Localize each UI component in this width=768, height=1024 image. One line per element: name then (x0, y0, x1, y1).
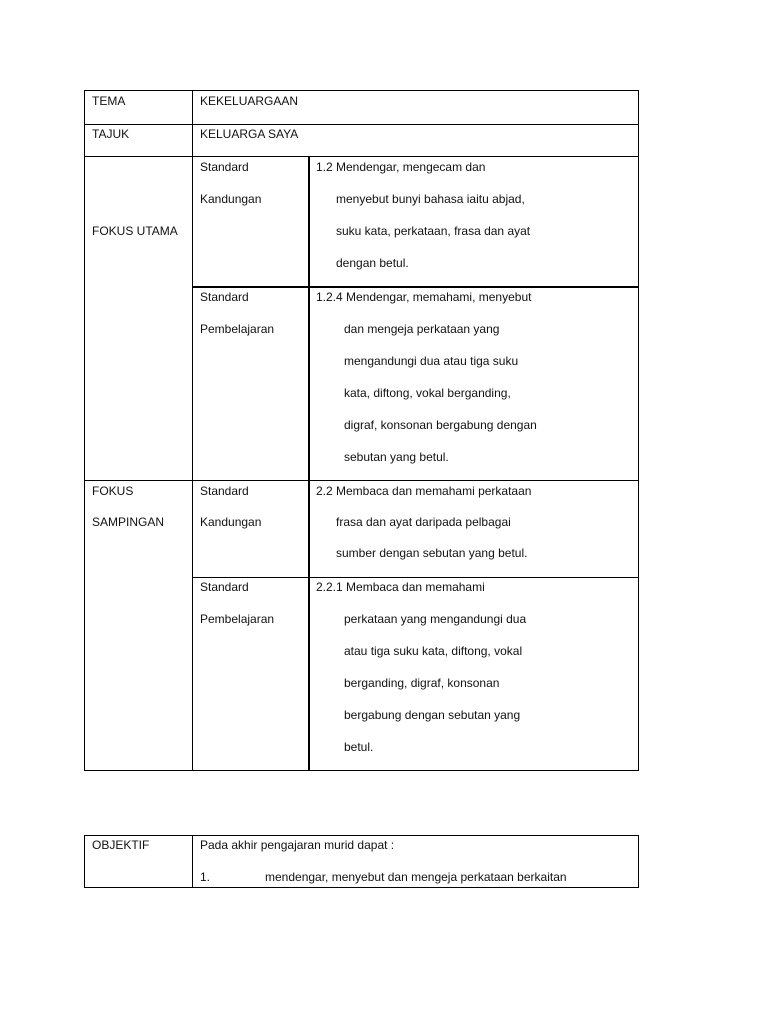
standard-pembelajaran-label: Pembelajaran (200, 612, 275, 626)
content-text: frasa dan ayat daripada pelbagai (336, 515, 511, 529)
table2-top-border (84, 835, 639, 836)
content-text: dengan betul. (336, 256, 409, 270)
content-text: sebutan yang betul. (344, 450, 449, 464)
content-text: 1.2.4 Mendengar, memahami, menyebut (316, 290, 532, 304)
standard-kandungan-label: Standard (200, 484, 249, 498)
content-text: 2.2 Membaca dan memahami perkataan (316, 484, 532, 498)
row-divider (192, 286, 639, 288)
content-text: betul. (344, 740, 374, 754)
standard-kandungan-label: Kandungan (200, 192, 262, 206)
content-text: digraf, konsonan bergabung dengan (344, 418, 537, 432)
content-text: kata, diftong, vokal berganding, (344, 386, 511, 400)
content-text: perkataan yang mengandungi dua (344, 612, 527, 626)
row-divider (192, 577, 639, 578)
fokus-sampingan-label: FOKUS (92, 484, 134, 498)
objektif-label: OBJEKTIF (92, 838, 150, 852)
table1-bottom-border (84, 770, 639, 771)
content-text: suku kata, perkataan, frasa dan ayat (336, 224, 531, 238)
content-text: menyebut bunyi bahasa iaitu abjad, (336, 192, 525, 206)
tema-label: TEMA (92, 94, 126, 108)
row-divider (84, 480, 639, 481)
column-divider (192, 835, 193, 888)
standard-pembelajaran-label: Pembelajaran (200, 322, 275, 336)
content-text: sumber dengan sebutan yang betul. (336, 546, 528, 560)
standard-kandungan-label: Standard (200, 160, 249, 174)
standard-pembelajaran-label: Standard (200, 580, 249, 594)
content-text: bergabung dengan sebutan yang (344, 708, 521, 722)
table1-top-border (84, 90, 639, 91)
content-text: mengandungi dua atau tiga suku (344, 354, 519, 368)
objective-item-text: mendengar, menyebut dan mengeja perkataan berkaitan (265, 870, 567, 884)
objective-item-number: 1. (200, 870, 211, 884)
table2-bottom-border (84, 887, 639, 888)
column-divider (192, 90, 193, 771)
objektif-intro: Pada akhir pengajaran murid dapat : (200, 838, 395, 852)
content-text: atau tiga suku kata, diftong, vokal (344, 644, 523, 658)
standard-pembelajaran-label: Standard (200, 290, 249, 304)
table2-left-border (84, 835, 85, 888)
column-divider (308, 156, 310, 771)
tajuk-label: TAJUK (92, 127, 130, 141)
row-divider (84, 156, 639, 157)
table2-right-border (638, 835, 639, 888)
row-divider (84, 124, 639, 125)
content-text: 2.2.1 Membaca dan memahami (316, 580, 485, 594)
content-text: 1.2 Mendengar, mengecam dan (316, 160, 486, 174)
fokus-utama-label: FOKUS UTAMA (92, 224, 178, 238)
fokus-sampingan-label: SAMPINGAN (92, 515, 165, 529)
tajuk-value: KELUARGA SAYA (200, 127, 299, 141)
table1-left-border (84, 90, 85, 771)
table1-right-border (638, 90, 639, 771)
content-text: dan mengeja perkataan yang (344, 322, 500, 336)
content-text: berganding, digraf, konsonan (344, 676, 500, 690)
tema-value: KEKELUARGAAN (200, 94, 299, 108)
standard-kandungan-label: Kandungan (200, 515, 262, 529)
